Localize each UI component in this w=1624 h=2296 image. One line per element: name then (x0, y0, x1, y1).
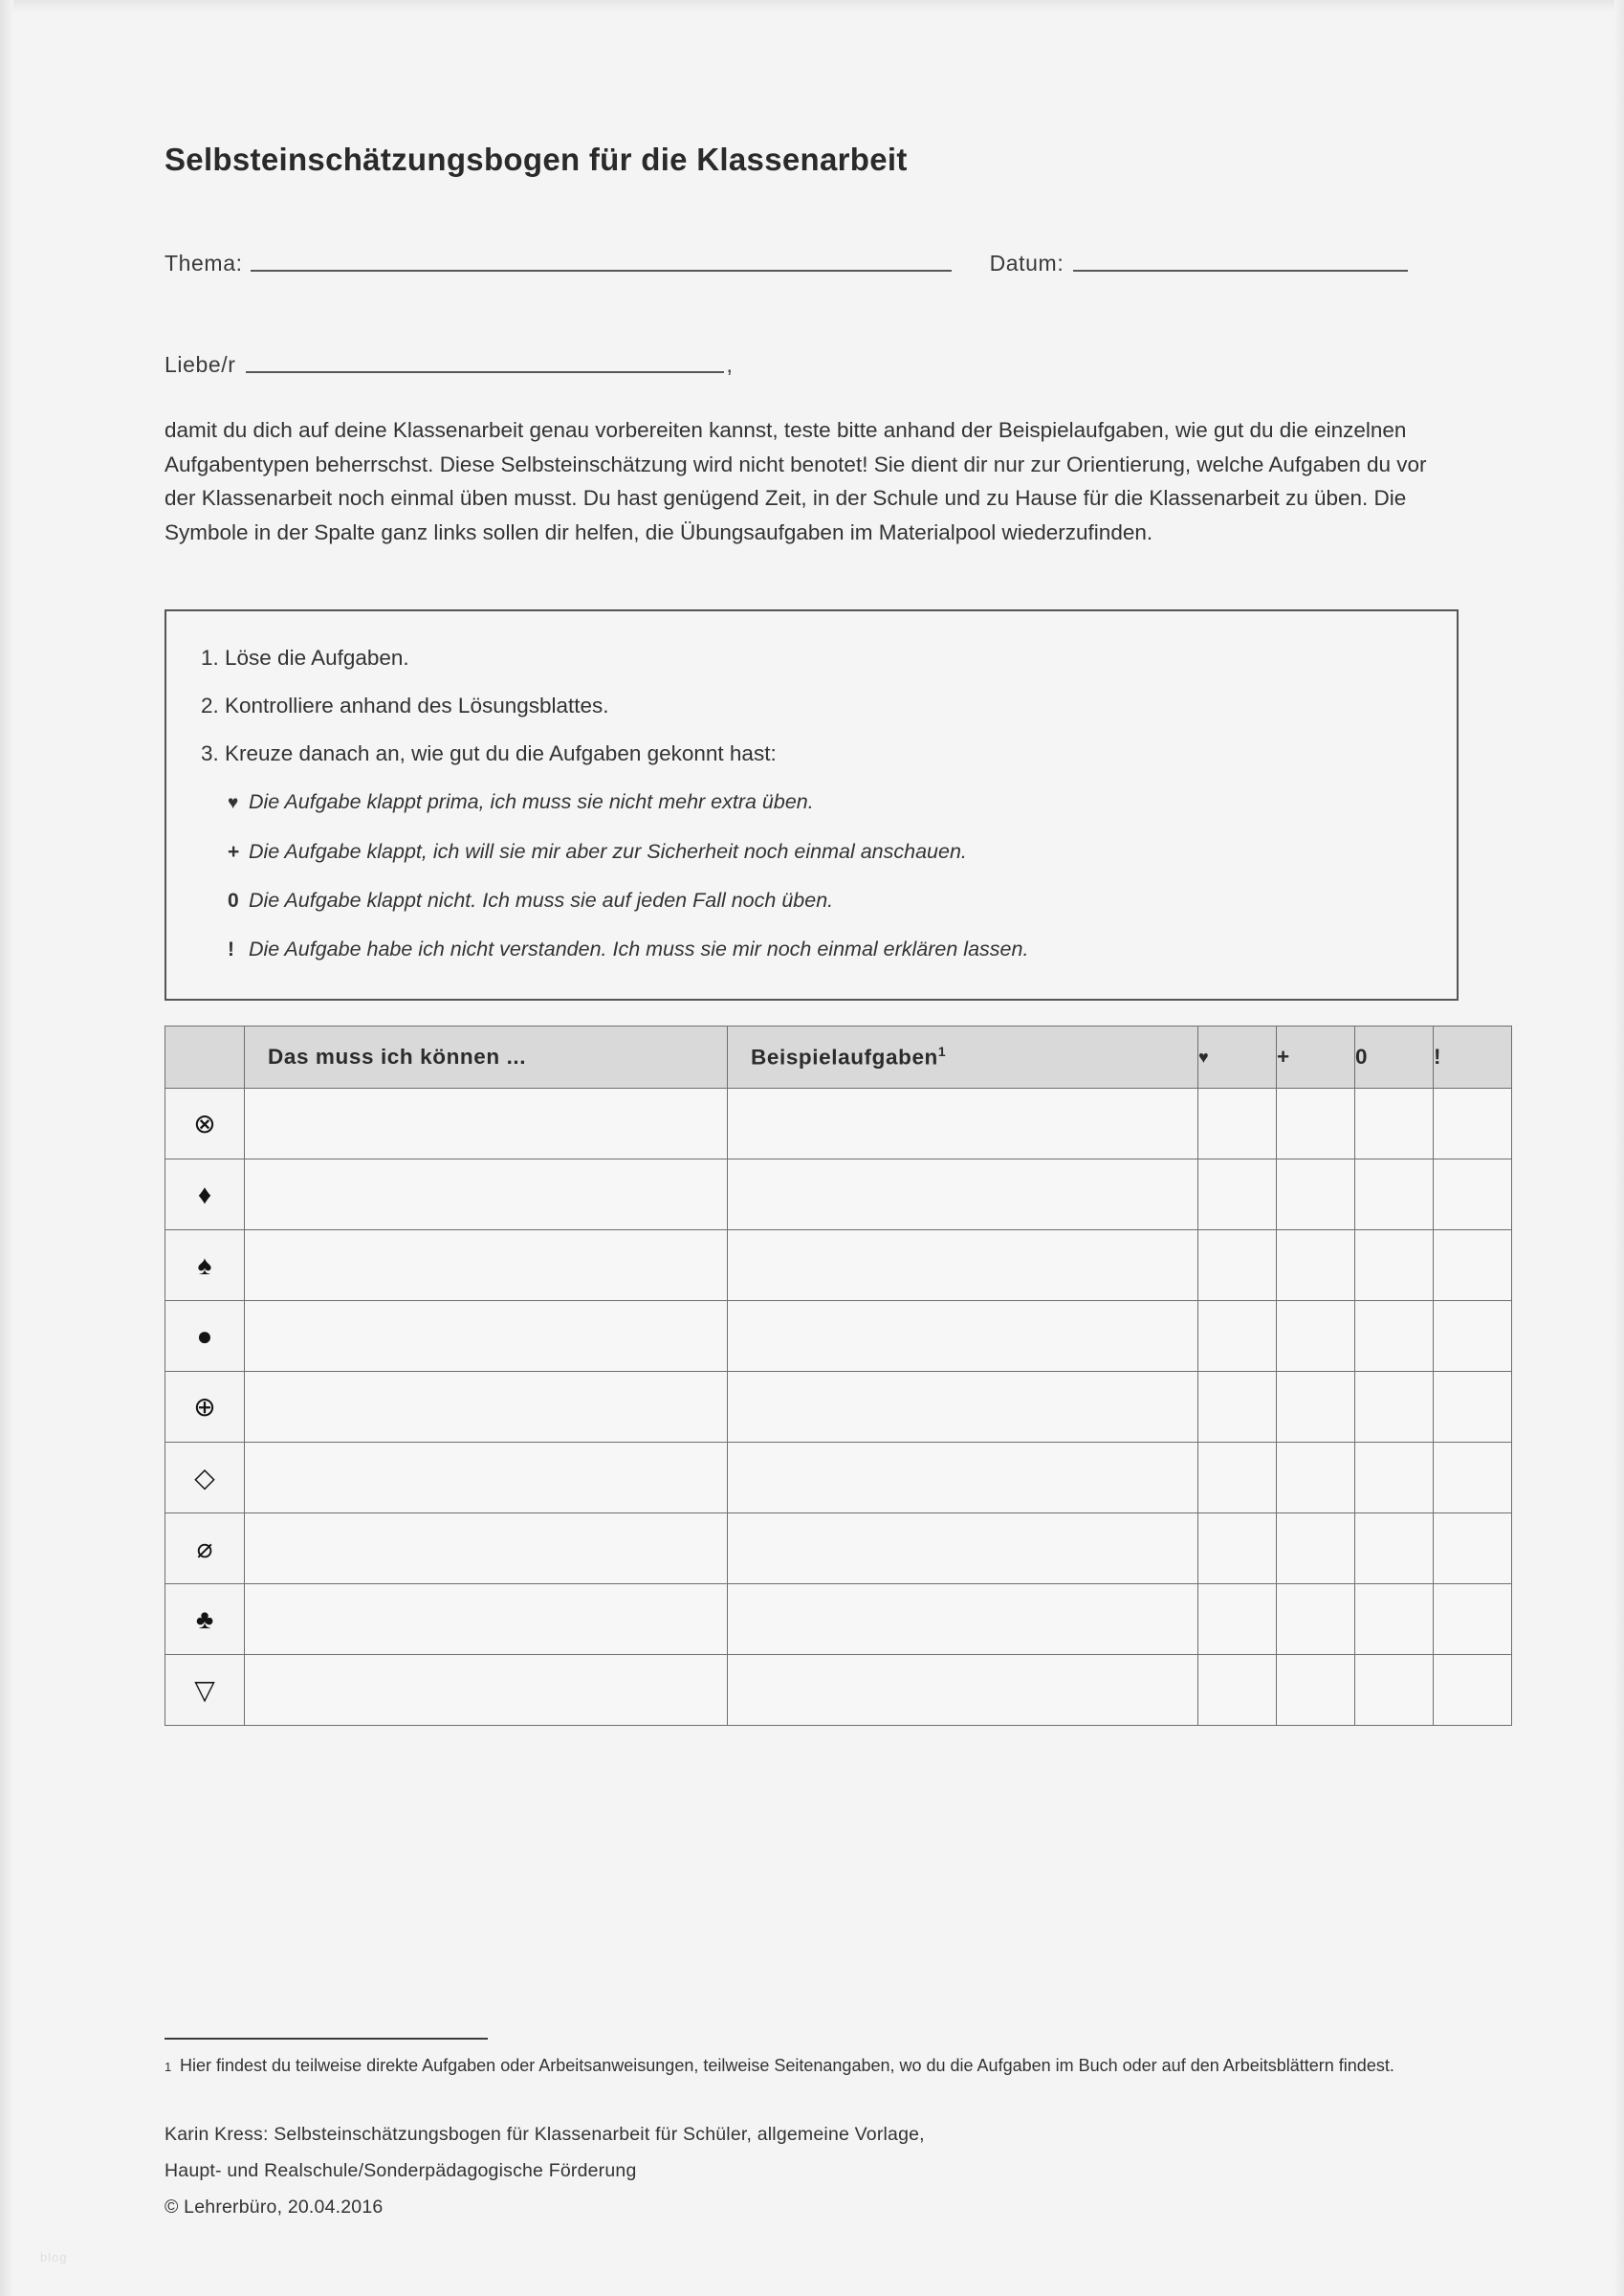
datum-label: Datum: (989, 251, 1064, 276)
cell-rating-exclaim[interactable] (1434, 1584, 1512, 1655)
column-header-symbol (165, 1027, 245, 1089)
cell-rating-plus[interactable] (1277, 1372, 1355, 1443)
column-header-rating-zero: 0 (1355, 1027, 1434, 1089)
page-title: Selbsteinschätzungsbogen für die Klassenarbeit (165, 142, 908, 177)
cell-can-do[interactable] (245, 1159, 728, 1230)
club-icon: ♣ (165, 1584, 245, 1655)
circled-times-icon: ⊗ (165, 1089, 245, 1159)
cell-rating-heart[interactable] (1198, 1230, 1277, 1301)
cell-examples[interactable] (728, 1655, 1198, 1726)
table-row (165, 1230, 1512, 1301)
credit-line-author: Karin Kress: Selbsteinschätzungsbogen für Klassenarbeit für Schüler, allgemeine Vorlage, (165, 2124, 925, 2145)
table-row (165, 1301, 1512, 1372)
cell-rating-exclaim[interactable] (1434, 1159, 1512, 1230)
legend-item-heart (166, 778, 1457, 828)
table-row (165, 1513, 1512, 1584)
thema-input-line[interactable] (251, 270, 952, 272)
salutation-row (165, 352, 733, 378)
cell-can-do[interactable] (245, 1372, 728, 1443)
cell-rating-exclaim[interactable] (1434, 1301, 1512, 1372)
cell-rating-plus[interactable] (1277, 1513, 1355, 1584)
instruction-step-3: 3. Kreuze danach an, wie gut du die Aufgaben gekonnt hast: (201, 741, 777, 765)
thema-datum-row (165, 251, 1460, 276)
cell-rating-heart[interactable] (1198, 1089, 1277, 1159)
cell-rating-plus[interactable] (1277, 1301, 1355, 1372)
column-header-rating-exclaim: ! (1434, 1027, 1512, 1089)
cell-rating-zero[interactable] (1355, 1513, 1434, 1584)
cell-examples[interactable] (728, 1584, 1198, 1655)
cell-rating-exclaim[interactable] (1434, 1089, 1512, 1159)
instruction-step-1: 1. Löse die Aufgaben. (201, 646, 409, 670)
legend-text-zero: Die Aufgabe klappt nicht. Ich muss sie auf jeden Fall noch üben. (249, 889, 834, 912)
cell-can-do[interactable] (245, 1513, 728, 1584)
cell-rating-zero[interactable] (1355, 1443, 1434, 1513)
cell-rating-heart[interactable] (1198, 1513, 1277, 1584)
column-header-can-do: Das muss ich können ... (245, 1027, 728, 1089)
diameter-slashed-circle-icon: ⌀ (165, 1513, 245, 1584)
scan-watermark: blog (40, 2250, 68, 2264)
table-row (165, 1159, 1512, 1230)
cell-rating-zero[interactable] (1355, 1301, 1434, 1372)
cell-examples[interactable] (728, 1443, 1198, 1513)
cell-rating-exclaim[interactable] (1434, 1443, 1512, 1513)
cell-rating-exclaim[interactable] (1434, 1372, 1512, 1443)
cell-rating-heart[interactable] (1198, 1655, 1277, 1726)
cell-examples[interactable] (728, 1372, 1198, 1443)
outline-diamond-icon: ◇ (165, 1443, 245, 1513)
salutation-comma: , (726, 352, 733, 377)
cell-rating-zero[interactable] (1355, 1159, 1434, 1230)
cell-rating-plus[interactable] (1277, 1159, 1355, 1230)
cell-rating-zero[interactable] (1355, 1230, 1434, 1301)
cell-rating-zero[interactable] (1355, 1372, 1434, 1443)
legend-text-heart: Die Aufgabe klappt prima, ich muss sie nicht mehr extra üben. (249, 790, 814, 813)
cell-rating-plus[interactable] (1277, 1584, 1355, 1655)
cell-can-do[interactable] (245, 1089, 728, 1159)
datum-input-line[interactable] (1073, 270, 1408, 272)
cell-rating-plus[interactable] (1277, 1443, 1355, 1513)
legend-text-exclamation: Die Aufgabe habe ich nicht verstanden. Ich muss sie mir noch einmal erklären lassen. (249, 938, 1029, 960)
spade-icon: ♠ (165, 1230, 245, 1301)
cell-rating-heart[interactable] (1198, 1584, 1277, 1655)
column-header-examples (728, 1027, 1198, 1089)
column-header-rating-plus: + (1277, 1027, 1355, 1089)
cell-can-do[interactable] (245, 1443, 728, 1513)
intro-paragraph: damit du dich auf deine Klassenarbeit genau vorbereiten kannst, teste bitte anhand der Beispielaufgaben, wie gut du die einzelnen Aufgabentypen beherrschst. Diese Selbsteinschätzung wird nicht benotet! Sie dient dir nur zur Orientierung, welche Aufgaben du vor der Klassenarbeit noch einmal üben musst. Du hast genügend Zeit, in der Schule und zu Hause für die Klassenarbeit zu üben. Die Symbole in der Spalte ganz links sollen dir helfen, die Übungsaufgaben im Materialpool wiederzufinden. (165, 418, 1427, 544)
instruction-step-2: 2. Kontrolliere anhand des Lösungsblattes. (201, 694, 609, 718)
cell-rating-plus[interactable] (1277, 1230, 1355, 1301)
instructions-box (165, 609, 1459, 1001)
table-header-row (165, 1027, 1512, 1089)
cell-rating-heart[interactable] (1198, 1301, 1277, 1372)
credit-line-school-type: Haupt- und Realschule/Sonderpädagogische Förderung (165, 2160, 637, 2181)
cell-rating-heart[interactable] (1198, 1372, 1277, 1443)
cell-rating-zero[interactable] (1355, 1655, 1434, 1726)
cell-rating-heart[interactable] (1198, 1443, 1277, 1513)
thema-label: Thema: (165, 251, 243, 276)
cell-rating-plus[interactable] (1277, 1655, 1355, 1726)
footnote (165, 2053, 1460, 2080)
cell-examples[interactable] (728, 1089, 1198, 1159)
page-edge-top (0, 0, 1624, 11)
table-row (165, 1584, 1512, 1655)
cell-examples[interactable] (728, 1301, 1198, 1372)
table-row (165, 1443, 1512, 1513)
cell-examples[interactable] (728, 1159, 1198, 1230)
cell-rating-zero[interactable] (1355, 1584, 1434, 1655)
cell-rating-heart[interactable] (1198, 1159, 1277, 1230)
column-header-examples-label: Beispielaufgaben (751, 1045, 938, 1070)
filled-circle-icon: ● (165, 1301, 245, 1372)
cell-can-do[interactable] (245, 1230, 728, 1301)
heart-icon: ♥ (228, 793, 239, 813)
exclamation-icon: ! (228, 938, 234, 960)
cell-examples[interactable] (728, 1230, 1198, 1301)
plus-icon: + (228, 841, 240, 863)
legend-item-exclamation (166, 925, 1457, 974)
cell-rating-exclaim[interactable] (1434, 1655, 1512, 1726)
zero-icon: 0 (228, 890, 239, 912)
outline-down-triangle-icon: ▽ (165, 1655, 245, 1726)
page-edge-left (0, 0, 13, 2296)
cell-can-do[interactable] (245, 1301, 728, 1372)
filled-diamond-icon: ♦ (165, 1159, 245, 1230)
cell-rating-exclaim[interactable] (1434, 1513, 1512, 1584)
table-body (165, 1089, 1512, 1726)
legend-text-plus: Die Aufgabe klappt, ich will sie mir aber zur Sicherheit noch einmal anschauen. (249, 840, 967, 863)
salutation-input-line[interactable] (246, 371, 724, 373)
legend-item-plus (166, 828, 1457, 876)
footnote-marker-superscript: 1 (937, 1044, 947, 1060)
table-row (165, 1655, 1512, 1726)
cell-can-do[interactable] (245, 1584, 728, 1655)
table-row (165, 1089, 1512, 1159)
footnote-text: Hier findest du teilweise direkte Aufgaben oder Arbeitsanweisungen, teilweise Seitenangaben, wo du die Aufgaben im Buch oder auf den Arbeitsblättern findest. (180, 2056, 1394, 2075)
column-header-rating-heart: ♥ (1198, 1027, 1277, 1089)
legend-item-zero (166, 876, 1457, 925)
cell-rating-exclaim[interactable] (1434, 1230, 1512, 1301)
footnote-marker: 1 (165, 2060, 172, 2074)
self-assessment-table (165, 1026, 1512, 1726)
credit-line-copyright: © Lehrerbüro, 20.04.2016 (165, 2197, 384, 2218)
page-edge-right (1614, 0, 1624, 2296)
footnote-separator (165, 2038, 488, 2040)
circled-plus-icon: ⊕ (165, 1372, 245, 1443)
cell-rating-zero[interactable] (1355, 1089, 1434, 1159)
table-row (165, 1372, 1512, 1443)
salutation-label: Liebe/r (165, 352, 236, 377)
cell-rating-plus[interactable] (1277, 1089, 1355, 1159)
cell-examples[interactable] (728, 1513, 1198, 1584)
table-header (165, 1027, 1512, 1089)
cell-can-do[interactable] (245, 1655, 728, 1726)
